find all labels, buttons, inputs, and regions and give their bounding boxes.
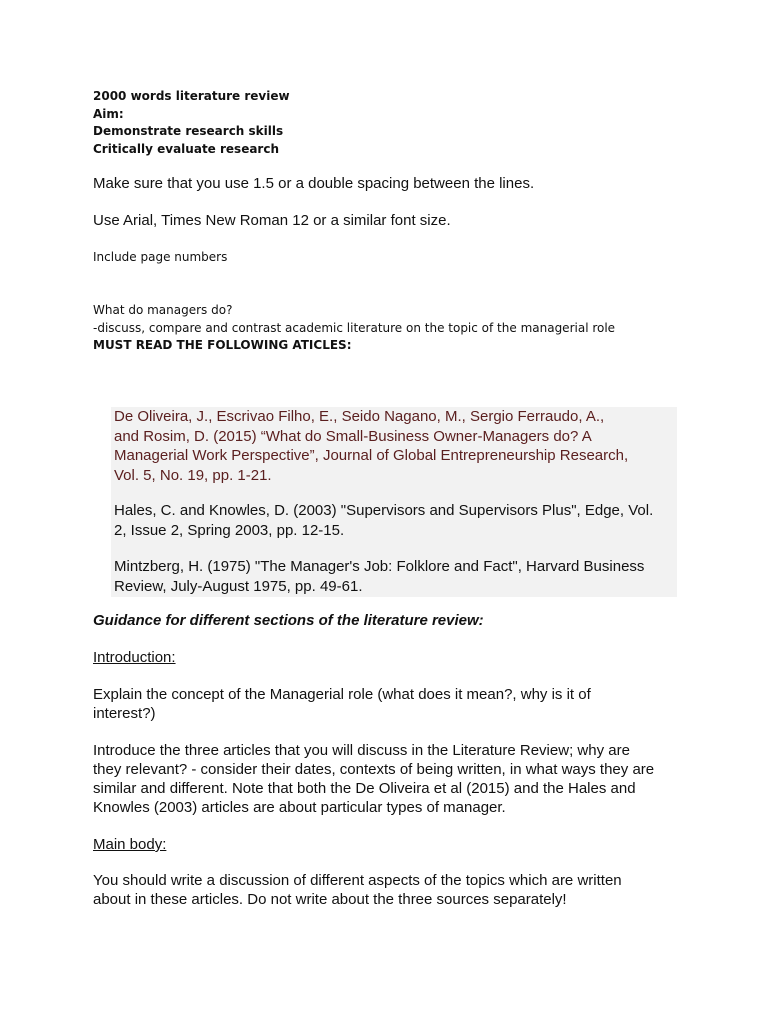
guidance-heading <box>93 612 693 629</box>
introduction-heading <box>93 648 693 667</box>
must-read-heading: MUST READ THE FOLLOWING ATICLES: <box>93 338 352 352</box>
main-body-paragraph <box>93 871 693 909</box>
main-body-heading <box>93 835 693 854</box>
reference-de-oliveira <box>114 407 628 485</box>
ref1-line4: Vol. 5, No. 19, pp. 1-21. <box>114 466 272 484</box>
intro-p2-line4: Knowles (2003) articles are about particular types of manager. <box>93 799 506 816</box>
font-instruction-text: Use Arial, Times New Roman 12 or a similar font size. <box>93 212 451 229</box>
intro-paragraph-1 <box>93 685 693 723</box>
ref1-line2: and Rosim, D. (2015) “What do Small-Business Owner-Managers do? A <box>114 427 592 445</box>
assignment-header <box>93 88 693 158</box>
ref3-line2: Review, July-August 1975, pp. 49-61. <box>114 577 363 595</box>
main-p1-line1: You should write a discussion of different aspects of the topics which are written <box>93 872 622 889</box>
page-numbers-instruction <box>93 249 693 267</box>
intro-p2-line1: Introduce the three articles that you will discuss in the Literature Review; why are <box>93 742 630 759</box>
word-count-line: 2000 words literature review <box>93 89 290 103</box>
aim-item-research-skills: Demonstrate research skills <box>93 124 284 138</box>
task-question: What do managers do? <box>93 303 233 317</box>
reference-mintzberg <box>114 557 644 596</box>
intro-p2-line2: they relevant? - consider their dates, contexts of being written, in what ways they are <box>93 761 655 778</box>
main-body-heading-text: Main body: <box>93 836 167 853</box>
aim-item-evaluate-research: Critically evaluate research <box>93 141 279 156</box>
reference-hales-knowles <box>114 501 653 540</box>
guidance-heading-text: Guidance for different sections of the literature review: <box>93 612 484 629</box>
ref3-line1: Mintzberg, H. (1975) "The Manager's Job: Folklore and Fact", Harvard Business <box>114 558 645 575</box>
ref2-line2: 2, Issue 2, Spring 2003, pp. 12-15. <box>114 521 345 539</box>
ref2-line1: Hales, C. and Knowles, D. (2003) "Supervisors and Supervisors Plus", Edge, Vol. <box>114 502 654 519</box>
intro-p1-line2: interest?) <box>93 705 156 722</box>
task-discuss: -discuss, compare and contrast academic literature on the topic of the managerial role <box>93 320 616 335</box>
intro-p1-line1: Explain the concept of the Managerial role (what does it mean?, why is it of <box>93 686 591 703</box>
intro-paragraph-2 <box>93 741 693 817</box>
main-p1-line2: about in these articles. Do not write about the three sources separately! <box>93 891 567 908</box>
spacing-instruction <box>93 174 693 193</box>
page-numbers-text: Include page numbers <box>93 250 228 264</box>
font-instruction <box>93 211 693 230</box>
introduction-heading-text: Introduction: <box>93 649 176 666</box>
ref1-line1: De Oliveira, J., Escrivao Filho, E., Seido Nagano, M., Sergio Ferraudo, A., <box>114 408 605 425</box>
ref1-line3: Managerial Work Perspective”, Journal of Global Entrepreneurship Research, <box>114 447 629 464</box>
intro-p2-line3: similar and different. Note that both the De Oliveira et al (2015) and the Hales and <box>93 780 636 797</box>
spacing-instruction-text: Make sure that you use 1.5 or a double spacing between the lines. <box>93 175 535 192</box>
task-block <box>93 302 693 355</box>
aim-label: Aim: <box>93 106 124 121</box>
